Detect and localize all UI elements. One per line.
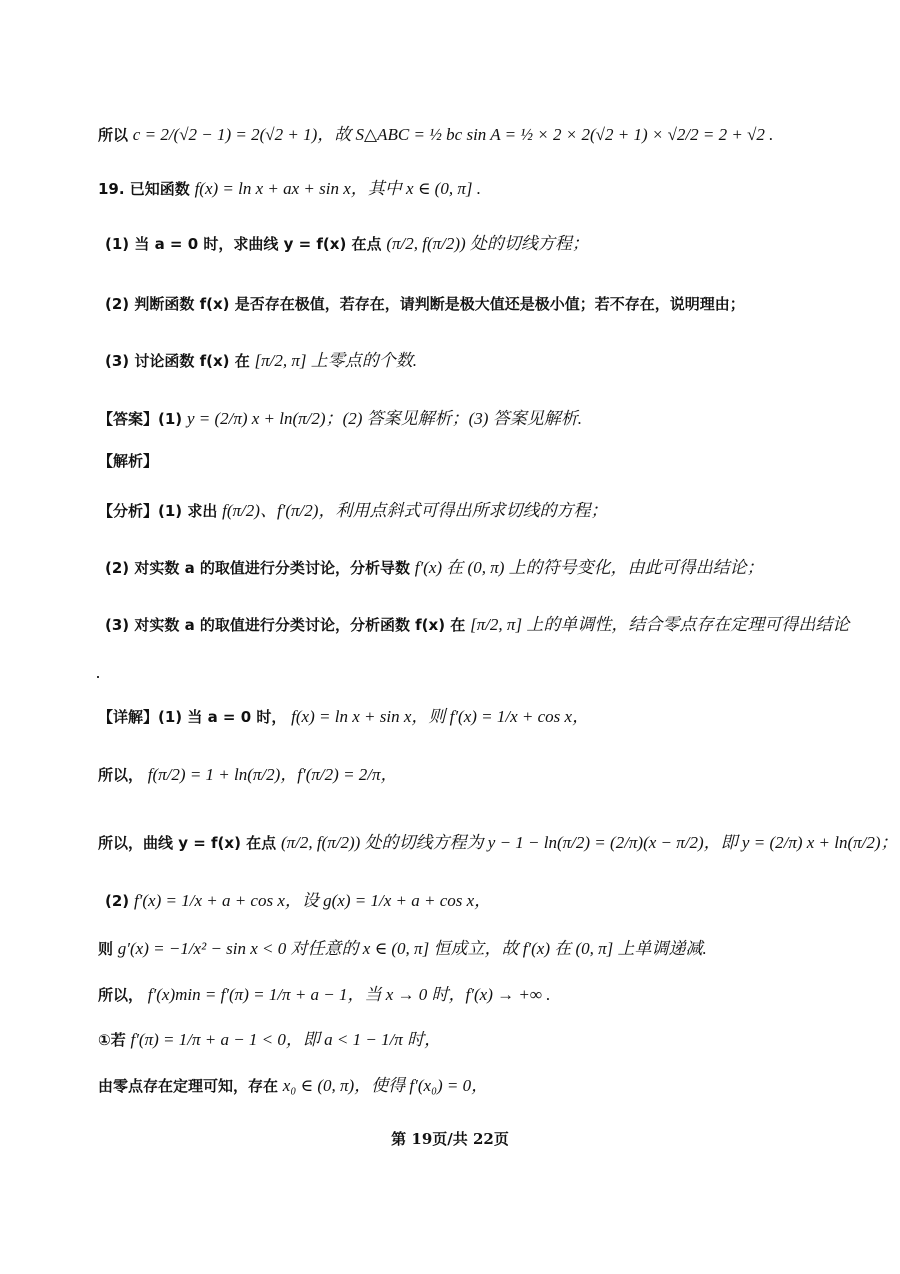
stray-dot — [97, 676, 99, 678]
text-line: 所以 c = 2/(√2 − 1) = 2(√2 + 1)，故 S△ABC = ½ bc sin A = ½ × 2 × 2(√2 + 1) × √2/2 = 2 + √2 . — [98, 125, 774, 144]
analysis-line-2: (2) 对实数 a 的取值进行分类讨论，分析导数 f′(x) 在 (0, π) 上的符号变化，由此可得出结论； — [105, 558, 764, 577]
detail-line-3: 所以，曲线 y = f(x) 在点 (π/2, f(π/2)) 处的切线方程为 y − 1 − ln(π/2) = (2/π)(x − π/2)，即 y = (2/π) x + ln(π/2)； — [98, 833, 898, 852]
detail-line-5: 则 g′(x) = −1/x² − sin x < 0 对任意的 x ∈ (0, π] 恒成立，故 f′(x) 在 (0, π] 上单调递减. — [98, 939, 707, 958]
question-part-2: (2) 判断函数 f(x) 是否存在极值，若存在，请判断是极大值还是极小值；若不存在，说明理由； — [105, 295, 745, 313]
page-footer: 第 19页/共 22页 — [391, 1130, 509, 1148]
detail-line-7: ①若 f′(π) = 1/π + a − 1 < 0，即 a < 1 − 1/π 时， — [98, 1030, 442, 1049]
analysis-line-1: 【分析】(1) 求出 f(π/2)、f′(π/2)，利用点斜式可得出所求切线的方程； — [98, 501, 608, 520]
detail-line-4: (2) f′(x) = 1/x + a + cos x，设 g(x) = 1/x + a + cos x， — [105, 891, 492, 910]
detail-line-8: 由零点存在定理可知，存在 x₀ ∈ (0, π)，使得 f′(x₀) = 0， — [98, 1076, 489, 1095]
question-part-3: (3) 讨论函数 f(x) 在 [π/2, π] 上零点的个数. — [105, 351, 418, 370]
detail-line-1: 【详解】(1) 当 a = 0 时， f(x) = ln x + sin x，则 f′(x) = 1/x + cos x， — [98, 707, 590, 726]
detail-line-6: 所以， f′(x)min = f′(π) = 1/π + a − 1，当 x → 0 时，f′(x) → +∞ . — [98, 985, 551, 1004]
question-19-stem: 19. 已知函数 f(x) = ln x + ax + sin x，其中 x ∈ (0, π] . — [98, 179, 481, 198]
question-part-1: (1) 当 a = 0 时，求曲线 y = f(x) 在点 (π/2, f(π/2)) 处的切线方程； — [105, 234, 589, 253]
analysis-line-3: (3) 对实数 a 的取值进行分类讨论，分析函数 f(x) 在 [π/2, π] 上的单调性，结合零点存在定理可得出结论 — [105, 615, 850, 634]
detail-line-2: 所以， f(π/2) = 1 + ln(π/2)，f′(π/2) = 2/π， — [98, 765, 398, 784]
answer-line: 【答案】(1) y = (2/π) x + ln(π/2)；(2) 答案见解析；(3) 答案见解析. — [98, 409, 582, 428]
analysis-heading: 【解析】 — [98, 452, 159, 470]
